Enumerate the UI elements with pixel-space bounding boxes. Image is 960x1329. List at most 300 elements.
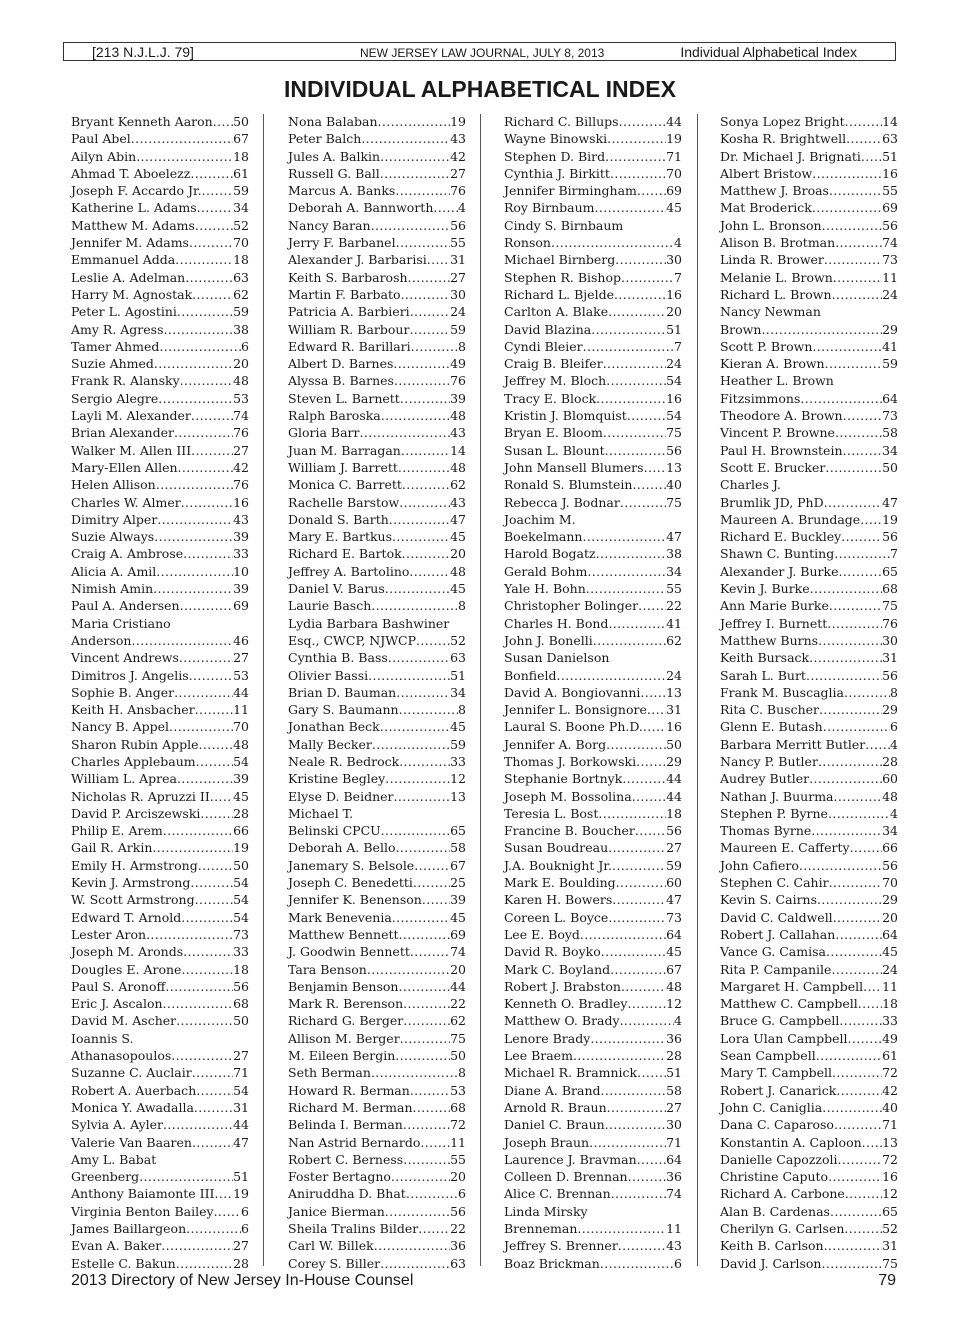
index-entry: [71, 407, 249, 424]
dot-leader: [191, 442, 233, 459]
entry-name: Craig B. Bleifer: [504, 356, 603, 372]
index-entry: [288, 961, 466, 978]
dot-leader: [839, 1012, 882, 1029]
entry-page-number: 69: [233, 598, 249, 614]
entry-page-number: 59: [233, 183, 249, 199]
entry-page-number: 64: [666, 1151, 682, 1167]
dot-leader: [402, 476, 450, 493]
entry-page-number: 16: [882, 1169, 898, 1185]
index-entry: [504, 1134, 682, 1151]
index-entry: [71, 1151, 249, 1168]
entry-name: Arnold R. Braun: [504, 1099, 607, 1115]
index-entry: [288, 321, 466, 338]
dot-leader: [196, 753, 233, 770]
entry-name: Richard G. Berger: [288, 1013, 404, 1029]
entry-page-number: 44: [450, 978, 466, 994]
index-entry: [504, 1203, 682, 1220]
entry-name: Robert C. Berness: [288, 1151, 404, 1167]
index-entry: [71, 1064, 249, 1081]
index-entry: [71, 511, 249, 528]
index-entry: [504, 822, 682, 839]
entry-name: Steven L. Barnett: [288, 390, 400, 406]
entry-name: Audrey Butler: [720, 771, 810, 787]
index-entry: [504, 251, 682, 268]
index-entry: [71, 1116, 249, 1133]
entry-page-number: 75: [882, 598, 898, 614]
index-entry: [288, 926, 466, 943]
entry-name: Scott P. Brown: [720, 338, 813, 354]
entry-page-number: 29: [666, 753, 682, 769]
entry-name: Linda Mirsky: [504, 1203, 588, 1219]
dot-leader: [643, 718, 666, 735]
index-entry: [720, 1237, 898, 1254]
index-column-2: [288, 113, 466, 1272]
entry-name: Alan B. Cardenas: [720, 1203, 830, 1219]
entry-name: Vance G. Camisa: [720, 944, 826, 960]
dot-leader: [399, 926, 451, 943]
entry-page-number: 76: [233, 477, 249, 493]
entry-page-number: 61: [882, 1048, 898, 1064]
index-entry: [71, 1168, 249, 1185]
entry-name: David C. Caldwell: [720, 909, 833, 925]
dot-leader: [393, 355, 450, 372]
entry-page-number: 54: [233, 892, 249, 908]
index-entry: [288, 580, 466, 597]
entry-page-number: 54: [666, 408, 682, 424]
dot-leader: [632, 476, 666, 493]
index-entry: [71, 649, 249, 666]
entry-name: Jennifer K. Benenson: [288, 892, 422, 908]
entry-name: Keith B. Carlson: [720, 1238, 824, 1254]
entry-page-number: 68: [450, 1099, 466, 1115]
entry-name: Jules A. Balkin: [288, 148, 381, 164]
entry-page-number: 7: [890, 546, 898, 562]
dot-leader: [627, 995, 666, 1012]
dot-leader: [829, 597, 882, 614]
entry-page-number: 27: [233, 1238, 249, 1254]
dot-leader: [198, 857, 233, 874]
entry-name: Lenore Brady: [504, 1030, 591, 1046]
entry-page-number: 45: [450, 581, 466, 597]
entry-page-number: 56: [882, 217, 898, 233]
entry-name: J.A. Bouknight Jr.: [504, 857, 613, 873]
index-entry: [504, 459, 682, 476]
entry-page-number: 52: [233, 217, 249, 233]
index-entry: [720, 338, 898, 355]
index-entry: [720, 1134, 898, 1151]
entry-page-number: 41: [666, 615, 682, 631]
entry-page-number: 8: [890, 684, 898, 700]
entry-name: Joachim M.: [504, 511, 576, 527]
index-entry: [288, 234, 466, 251]
dot-leader: [192, 1134, 233, 1151]
dot-leader: [608, 909, 666, 926]
dot-leader: [618, 1237, 666, 1254]
dot-leader: [589, 1134, 666, 1151]
index-entry: [288, 1168, 466, 1185]
entry-page-number: 8: [458, 598, 466, 614]
entry-page-number: 8: [458, 1065, 466, 1081]
column-divider: [263, 114, 264, 1266]
index-entry: [504, 1255, 682, 1272]
entry-page-number: 62: [233, 286, 249, 302]
index-entry: [720, 545, 898, 562]
entry-page-number: 76: [233, 425, 249, 441]
entry-page-number: 28: [233, 805, 249, 821]
entry-name: Nan Astrid Bernardo: [288, 1134, 421, 1150]
dot-leader: [557, 667, 667, 684]
entry-page-number: 11: [882, 269, 898, 285]
entry-name: Rita C. Buscher: [720, 702, 819, 718]
index-entry: [71, 978, 249, 995]
index-entry: [504, 338, 682, 355]
entry-page-number: 55: [666, 581, 682, 597]
entry-name: Deborah A. Bannworth: [288, 200, 434, 216]
entry-page-number: 51: [666, 321, 682, 337]
entry-page-number: 56: [882, 529, 898, 545]
index-entry: [504, 476, 682, 493]
entry-name: Olivier Bassi: [288, 667, 369, 683]
entry-page-number: 30: [882, 632, 898, 648]
index-entry: [720, 442, 898, 459]
index-entry: [504, 1168, 682, 1185]
index-entry: [504, 891, 682, 908]
dot-leader: [402, 545, 450, 562]
entry-page-number: 61: [233, 165, 249, 181]
index-entry: [504, 1220, 682, 1237]
entry-page-number: 56: [882, 667, 898, 683]
index-entry: [504, 442, 682, 459]
entry-page-number: 31: [233, 1099, 249, 1115]
dot-leader: [622, 770, 666, 787]
index-entry: [720, 148, 898, 165]
entry-name: Esq., CWCP, NJWCP: [288, 632, 417, 648]
entry-page-number: 70: [666, 165, 682, 181]
dot-leader: [177, 303, 233, 320]
index-entry: [71, 632, 249, 649]
entry-name: Richard L. Brown: [720, 286, 832, 302]
entry-name: Frank R. Alansky: [71, 373, 180, 389]
entry-name: Carl W. Billek: [288, 1238, 374, 1254]
entry-name: Sheila Tralins Bilder: [288, 1221, 419, 1236]
index-entry: [71, 1255, 249, 1272]
entry-name: Kosha R. Brightwell: [720, 131, 847, 147]
entry-name: Kevin J. Burke: [720, 581, 810, 597]
entry-name: Allison M. Berger: [288, 1030, 400, 1046]
index-entry: [720, 1099, 898, 1116]
entry-page-number: 44: [666, 771, 682, 787]
entry-page-number: 47: [882, 494, 898, 510]
entry-page-number: 27: [450, 165, 466, 181]
index-entry: [720, 788, 898, 805]
index-entry: [288, 1134, 466, 1151]
dot-leader: [395, 1047, 450, 1064]
entry-name: Dr. Michael J. Brignati: [720, 148, 861, 164]
index-entry: [504, 511, 682, 528]
entry-page-number: 46: [233, 632, 249, 648]
entry-name: Helen Allison: [71, 477, 156, 493]
dot-leader: [600, 1255, 674, 1272]
entry-name: Boekelmann: [504, 529, 583, 545]
entry-name: Matthew Burns: [720, 632, 819, 648]
dot-leader: [583, 528, 667, 545]
entry-page-number: 60: [882, 771, 898, 787]
entry-name: Anderson: [71, 632, 132, 648]
dot-leader: [399, 701, 458, 718]
index-entry: [288, 805, 466, 822]
entry-name: Roy Birnbaum: [504, 200, 595, 216]
index-entry: [720, 390, 898, 407]
index-entry: [71, 528, 249, 545]
entry-page-number: 11: [882, 978, 898, 994]
entry-name: Edward T. Arnold: [71, 909, 182, 925]
entry-page-number: 47: [666, 529, 682, 545]
entry-name: Nimish Amin: [71, 581, 154, 597]
entry-name: Boaz Brickman: [504, 1255, 600, 1271]
index-entry: [288, 1203, 466, 1220]
dot-leader: [181, 494, 233, 511]
index-entry: [720, 701, 898, 718]
entry-page-number: 62: [450, 477, 466, 493]
index-entry: [71, 1012, 249, 1029]
entry-name: Joseph C. Benedetti: [288, 875, 413, 891]
dot-leader: [371, 217, 451, 234]
index-entry: [288, 822, 466, 839]
entry-page-number: 45: [882, 944, 898, 960]
dot-leader: [608, 839, 666, 856]
entry-name: Neale R. Bedrock: [288, 753, 400, 769]
entry-name: Teresia L. Bost: [504, 805, 599, 821]
entry-page-number: 58: [450, 840, 466, 856]
entry-page-number: 11: [233, 702, 249, 718]
dot-leader: [406, 1185, 458, 1202]
dot-leader: [164, 321, 234, 338]
entry-page-number: 13: [882, 1134, 898, 1150]
entry-name: Janice Bierman: [288, 1203, 385, 1219]
entry-page-number: 63: [882, 131, 898, 147]
dot-leader: [608, 615, 666, 632]
dot-leader: [153, 580, 233, 597]
dot-leader: [828, 805, 890, 822]
entry-name: Dimitry Alper: [71, 511, 158, 527]
entry-page-number: 67: [233, 131, 249, 147]
entry-page-number: 20: [450, 546, 466, 562]
entry-page-number: 28: [882, 753, 898, 769]
dot-leader: [158, 390, 233, 407]
dot-leader: [636, 753, 666, 770]
entry-name: Margaret H. Campbell: [720, 978, 864, 994]
index-entry: [720, 1047, 898, 1064]
dot-leader: [612, 891, 666, 908]
index-entry: [720, 217, 898, 234]
entry-name: Mary E. Bartkus: [288, 529, 393, 545]
entry-name: Paul S. Aronoff: [71, 978, 166, 994]
index-entry: [720, 615, 898, 632]
dot-leader: [822, 217, 883, 234]
entry-page-number: 53: [233, 667, 249, 683]
entry-page-number: 68: [882, 581, 898, 597]
entry-page-number: 42: [882, 1082, 898, 1098]
index-entry: [504, 217, 682, 234]
entry-page-number: 31: [450, 252, 466, 268]
dot-leader: [861, 148, 882, 165]
entry-page-number: 56: [882, 857, 898, 873]
dot-leader: [809, 649, 882, 666]
entry-page-number: 72: [882, 1151, 898, 1167]
dot-leader: [761, 321, 882, 338]
entry-page-number: 76: [450, 183, 466, 199]
index-entry: [720, 1012, 898, 1029]
entry-page-number: 18: [233, 961, 249, 977]
index-entry: [720, 909, 898, 926]
entry-name: Athanasopoulos: [71, 1048, 172, 1064]
entry-page-number: 29: [882, 892, 898, 908]
index-entry: [288, 407, 466, 424]
index-entry: [288, 1237, 466, 1254]
dot-leader: [637, 1151, 666, 1168]
dot-leader: [180, 597, 233, 614]
entry-name: Stephen C. Cahir: [720, 875, 829, 891]
dot-leader: [396, 684, 450, 701]
index-entry: [504, 494, 682, 511]
entry-page-number: 8: [458, 702, 466, 718]
dot-leader: [848, 1030, 883, 1047]
entry-name: Rita P. Campanile: [720, 961, 832, 977]
index-entry: [720, 1030, 898, 1047]
entry-name: Mark C. Boyland: [504, 961, 611, 977]
index-entry: [71, 736, 249, 753]
index-entry: [504, 926, 682, 943]
entry-page-number: 27: [450, 269, 466, 285]
entry-name: Nancy B. Appel: [71, 719, 170, 735]
dot-leader: [409, 563, 450, 580]
header-section: Individual Alphabetical Index: [680, 44, 857, 60]
entry-name: Charles Applebaum: [71, 753, 196, 769]
dot-leader: [156, 563, 233, 580]
index-entry: [504, 753, 682, 770]
dot-leader: [177, 770, 233, 787]
entry-page-number: 24: [882, 961, 898, 977]
entry-page-number: 10: [233, 563, 249, 579]
entry-name: Linda R. Brower: [720, 252, 824, 268]
entry-page-number: 34: [882, 823, 898, 839]
index-entry: [288, 1082, 466, 1099]
entry-name: Mary-Ellen Allen: [71, 459, 178, 475]
dot-leader: [146, 926, 233, 943]
entry-name: Brown: [720, 321, 762, 337]
entry-page-number: 6: [241, 1221, 249, 1236]
dot-leader: [637, 182, 666, 199]
dot-leader: [360, 424, 451, 441]
dot-leader: [816, 1047, 882, 1064]
entry-page-number: 64: [882, 926, 898, 942]
dot-leader: [586, 580, 666, 597]
entry-name: Ann Marie Burke: [720, 598, 829, 614]
index-entry: [288, 217, 466, 234]
entry-page-number: 44: [233, 1117, 249, 1133]
dot-leader: [385, 770, 450, 787]
index-entry: [71, 494, 249, 511]
entry-page-number: 48: [233, 736, 249, 752]
index-entry: [720, 961, 898, 978]
index-entry: [720, 943, 898, 960]
dot-leader: [396, 234, 451, 251]
index-entry: [504, 632, 682, 649]
index-entry: [71, 1203, 249, 1220]
entry-name: Stephen D. Bird: [504, 148, 606, 164]
dot-leader: [163, 822, 233, 839]
entry-page-number: 41: [882, 338, 898, 354]
index-entry: [504, 165, 682, 182]
index-entry: [288, 286, 466, 303]
index-entry: [71, 1220, 249, 1237]
index-entry: [720, 407, 898, 424]
entry-name: John J. Bonelli: [504, 632, 593, 648]
index-entry: [720, 632, 898, 649]
entry-name: Nancy P. Butler: [720, 753, 818, 769]
dot-leader: [380, 718, 450, 735]
entry-name: Amy R. Agress: [71, 321, 164, 337]
entry-page-number: 24: [450, 304, 466, 320]
entry-name: Jeffrey A. Bartolino: [288, 563, 410, 579]
dot-leader: [583, 338, 674, 355]
dot-leader: [809, 770, 882, 787]
entry-page-number: 45: [450, 719, 466, 735]
entry-name: Monica C. Barrett: [288, 477, 402, 493]
dot-leader: [832, 286, 883, 303]
entry-name: Leslie A. Adelman: [71, 269, 186, 285]
index-entry: [71, 148, 249, 165]
entry-name: Corey S. Biller: [288, 1255, 381, 1271]
index-entry: [504, 199, 682, 216]
dot-leader: [191, 407, 233, 424]
entry-page-number: 39: [450, 390, 466, 406]
index-entry: [504, 303, 682, 320]
entry-page-number: 33: [233, 944, 249, 960]
entry-page-number: 14: [450, 442, 466, 458]
dot-leader: [214, 1203, 241, 1220]
entry-page-number: 71: [666, 148, 682, 164]
entry-name: Marcus A. Banks: [288, 183, 396, 199]
dot-leader: [863, 978, 882, 995]
index-entry: [504, 805, 682, 822]
entry-page-number: 18: [882, 996, 898, 1012]
entry-page-number: 19: [233, 1186, 249, 1202]
dot-leader: [391, 1168, 450, 1185]
index-entry: [720, 269, 898, 286]
entry-name: Diane A. Brand: [504, 1082, 601, 1098]
entry-name: Lester Aron: [71, 926, 147, 942]
entry-page-number: 20: [666, 304, 682, 320]
dot-leader: [411, 338, 458, 355]
index-entry: [71, 217, 249, 234]
entry-page-number: 76: [450, 373, 466, 389]
index-entry: [720, 839, 898, 856]
index-entry: [288, 1151, 466, 1168]
index-entry: [71, 926, 249, 943]
entry-name: Ailyn Abin: [71, 148, 137, 164]
dot-leader: [380, 1255, 450, 1272]
dot-leader: [824, 1237, 883, 1254]
index-entry: [504, 545, 682, 562]
index-entry: [71, 1134, 249, 1151]
entry-page-number: 40: [666, 477, 682, 493]
entry-name: Richard M. Berman: [288, 1099, 413, 1115]
index-entry: [504, 597, 682, 614]
entry-name: Donald S. Barth: [288, 511, 389, 527]
index-entry: [504, 424, 682, 441]
index-entry: [71, 1030, 249, 1047]
